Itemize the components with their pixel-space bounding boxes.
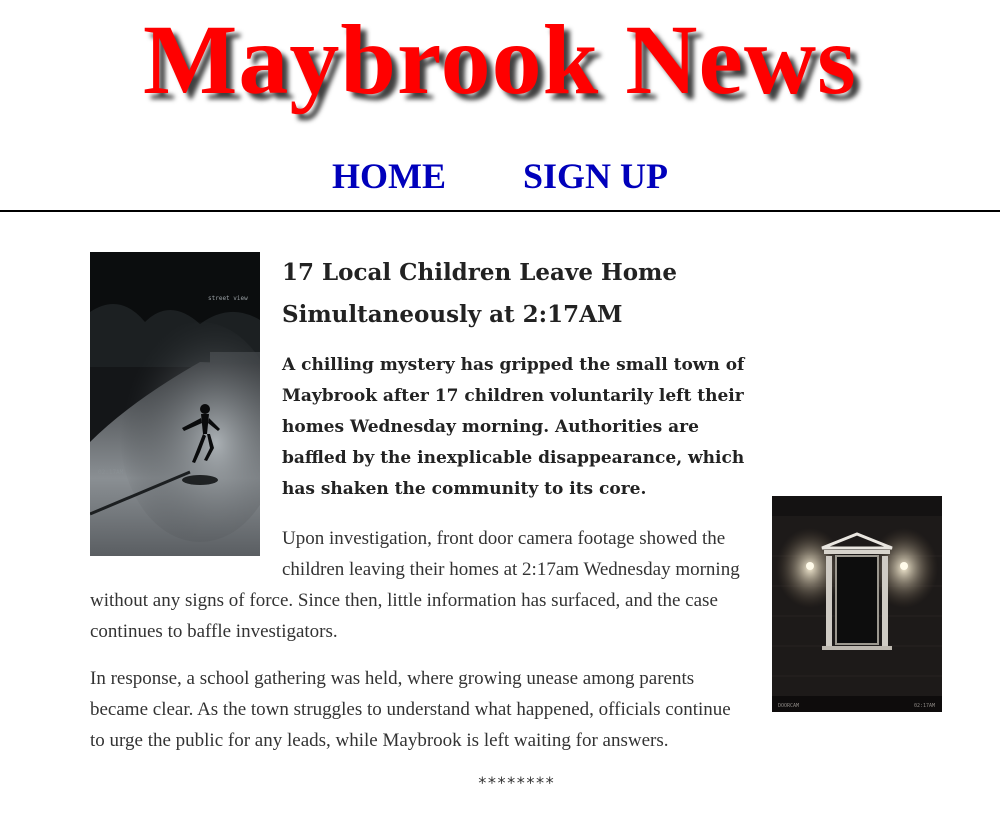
article-lede: A chilling mystery has gripped the small town of Maybrook after 17 children voluntarily left their homes Wednesday morning. Authorities are baffled by the inexplicable disappearance, which has shaken the community to its core.	[282, 355, 745, 499]
site-title: Maybrook News	[143, 4, 857, 115]
article-separator: ********	[477, 773, 555, 792]
nav-signup-link[interactable]: SIGN UP	[522, 156, 669, 196]
nav-home-link[interactable]: HOME	[331, 156, 446, 196]
photo-right-timestamp: 02:17AM	[914, 703, 936, 709]
article-paragraph-2: In response, a school gathering was held, where growing unease among parents became clear. As the town struggles to understand what happened, officials continue to urge the public for any leads, while Maybrook is left waiting for answers.	[90, 668, 731, 751]
news-article	[90, 252, 942, 794]
photo-right-label: DOORCAM	[778, 703, 800, 709]
street-camera-photo	[90, 252, 260, 556]
article-headline: 17 Local Children Leave Home Simultaneously at 2:17AM	[282, 259, 677, 328]
main-nav	[0, 150, 1000, 202]
article-paragraph-1: Upon investigation, front door camera footage showed the children leaving their homes at 2:17am Wednesday morning without any signs of force. Since then, little information has surfaced, and the case continues to baffle investigators.	[90, 528, 740, 642]
masthead	[0, 0, 1000, 130]
header-divider	[0, 210, 1000, 212]
photo-left-label: street view	[208, 295, 248, 302]
photo-left-timestamp: 02:17AM	[98, 469, 124, 476]
front-door-photo	[772, 496, 942, 712]
